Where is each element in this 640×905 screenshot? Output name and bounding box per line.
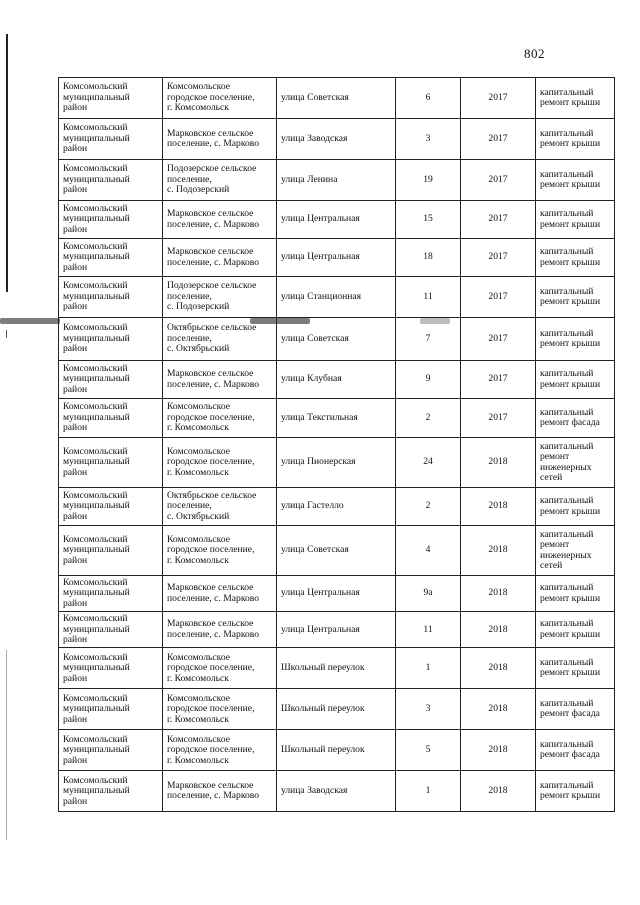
house-number-cell: 11 — [396, 277, 461, 318]
settlement-cell: Комсомольское городское поселение, г. Комсомольск — [163, 648, 277, 689]
street-cell: Школьный переулок — [277, 730, 396, 771]
district-cell: Комсомольский муниципальный район — [59, 526, 163, 576]
street-cell: Школьный переулок — [277, 648, 396, 689]
district-cell: Комсомольский муниципальный район — [59, 438, 163, 488]
year-cell: 2018 — [461, 438, 536, 488]
work-type-cell: капитальный ремонт крыши — [536, 771, 615, 812]
work-type-cell: капитальный ремонт крыши — [536, 361, 615, 399]
settlement-cell: Комсомольское городское поселение, г. Комсомольск — [163, 399, 277, 438]
work-type-cell: капитальный ремонт фасада — [536, 689, 615, 730]
year-cell: 2017 — [461, 78, 536, 119]
settlement-cell: Комсомольское городское поселение, г. Комсомольск — [163, 526, 277, 576]
house-number-cell: 24 — [396, 438, 461, 488]
house-number-cell: 3 — [396, 119, 461, 160]
work-type-cell: капитальный ремонт крыши — [536, 612, 615, 648]
year-cell: 2017 — [461, 277, 536, 318]
scan-margin-dash — [6, 330, 7, 338]
district-cell: Комсомольский муниципальный район — [59, 612, 163, 648]
house-number-cell: 7 — [396, 318, 461, 361]
house-number-cell: 1 — [396, 648, 461, 689]
year-cell: 2017 — [461, 318, 536, 361]
table-row — [59, 438, 615, 488]
settlement-cell: Марковское сельское поселение, с. Марково — [163, 576, 277, 612]
district-cell: Комсомольский муниципальный район — [59, 488, 163, 526]
year-cell: 2017 — [461, 239, 536, 277]
house-number-cell: 11 — [396, 612, 461, 648]
house-number-cell: 6 — [396, 78, 461, 119]
district-cell: Комсомольский муниципальный район — [59, 361, 163, 399]
table-row — [59, 576, 615, 612]
street-cell: улица Центральная — [277, 239, 396, 277]
house-number-cell: 18 — [396, 239, 461, 277]
street-cell: улица Советская — [277, 78, 396, 119]
settlement-cell: Марковское сельское поселение, с. Марково — [163, 239, 277, 277]
street-cell: улица Центральная — [277, 612, 396, 648]
work-type-cell: капитальный ремонт крыши — [536, 576, 615, 612]
settlement-cell: Комсомольское городское поселение, г. Комсомольск — [163, 78, 277, 119]
house-number-cell: 9а — [396, 576, 461, 612]
year-cell: 2018 — [461, 730, 536, 771]
scan-artifact — [0, 318, 60, 324]
house-number-cell: 1 — [396, 771, 461, 812]
table-row — [59, 277, 615, 318]
district-cell: Комсомольский муниципальный район — [59, 78, 163, 119]
street-cell: улица Пионерская — [277, 438, 396, 488]
street-cell: улица Советская — [277, 526, 396, 576]
street-cell: улица Советская — [277, 318, 396, 361]
page-number: 802 — [524, 46, 545, 61]
settlement-cell: Октябрьское сельское поселение, с. Октябрьский — [163, 488, 277, 526]
house-number-cell: 19 — [396, 160, 461, 201]
work-type-cell: капитальный ремонт крыши — [536, 648, 615, 689]
year-cell: 2018 — [461, 526, 536, 576]
year-cell: 2018 — [461, 488, 536, 526]
work-type-cell: капитальный ремонт крыши — [536, 318, 615, 361]
year-cell: 2017 — [461, 160, 536, 201]
table-row — [59, 399, 615, 438]
scan-margin-line — [6, 34, 8, 292]
work-type-cell: капитальный ремонт крыши — [536, 488, 615, 526]
year-cell: 2017 — [461, 201, 536, 239]
work-type-cell: капитальный ремонт фасада — [536, 730, 615, 771]
settlement-cell: Подозерское сельское поселение, с. Подозерский — [163, 160, 277, 201]
street-cell: улица Центральная — [277, 201, 396, 239]
work-type-cell: капитальный ремонт крыши — [536, 239, 615, 277]
settlement-cell: Марковское сельское поселение, с. Марково — [163, 612, 277, 648]
table-row — [59, 78, 615, 119]
district-cell: Комсомольский муниципальный район — [59, 201, 163, 239]
district-cell: Комсомольский муниципальный район — [59, 318, 163, 361]
year-cell: 2018 — [461, 689, 536, 730]
table-row — [59, 730, 615, 771]
table-row — [59, 612, 615, 648]
table-row — [59, 648, 615, 689]
table-row — [59, 526, 615, 576]
settlement-cell: Марковское сельское поселение, с. Марково — [163, 201, 277, 239]
street-cell: улица Гастелло — [277, 488, 396, 526]
street-cell: улица Клубная — [277, 361, 396, 399]
year-cell: 2018 — [461, 771, 536, 812]
table-row — [59, 201, 615, 239]
work-type-cell: капитальный ремонт инженерных сетей — [536, 526, 615, 576]
district-cell: Комсомольский муниципальный район — [59, 771, 163, 812]
house-number-cell: 4 — [396, 526, 461, 576]
district-cell: Комсомольский муниципальный район — [59, 648, 163, 689]
table-row — [59, 160, 615, 201]
year-cell: 2017 — [461, 399, 536, 438]
settlement-cell: Комсомольское городское поселение, г. Комсомольск — [163, 730, 277, 771]
year-cell: 2018 — [461, 612, 536, 648]
table-row — [59, 361, 615, 399]
settlement-cell: Марковское сельское поселение, с. Марково — [163, 361, 277, 399]
table-row — [59, 488, 615, 526]
settlement-cell: Октябрьское сельское поселение, с. Октябрьский — [163, 318, 277, 361]
district-cell: Комсомольский муниципальный район — [59, 730, 163, 771]
street-cell: улица Центральная — [277, 576, 396, 612]
settlement-cell: Подозерское сельское поселение, с. Подозерский — [163, 277, 277, 318]
district-cell: Комсомольский муниципальный район — [59, 399, 163, 438]
settlement-cell: Комсомольское городское поселение, г. Комсомольск — [163, 689, 277, 730]
settlement-cell: Комсомольское городское поселение, г. Комсомольск — [163, 438, 277, 488]
settlement-cell: Марковское сельское поселение, с. Марково — [163, 771, 277, 812]
work-type-cell: капитальный ремонт крыши — [536, 78, 615, 119]
street-cell: улица Ленина — [277, 160, 396, 201]
district-cell: Комсомольский муниципальный район — [59, 277, 163, 318]
work-type-cell: капитальный ремонт фасада — [536, 399, 615, 438]
street-cell: улица Станционная — [277, 277, 396, 318]
house-number-cell: 2 — [396, 399, 461, 438]
house-number-cell: 5 — [396, 730, 461, 771]
house-number-cell: 3 — [396, 689, 461, 730]
table-row — [59, 771, 615, 812]
district-cell: Комсомольский муниципальный район — [59, 689, 163, 730]
district-cell: Комсомольский муниципальный район — [59, 119, 163, 160]
district-cell: Комсомольский муниципальный район — [59, 160, 163, 201]
street-cell: улица Заводская — [277, 119, 396, 160]
table-row — [59, 318, 615, 361]
work-type-cell: капитальный ремонт крыши — [536, 201, 615, 239]
street-cell: улица Текстильная — [277, 399, 396, 438]
settlement-cell: Марковское сельское поселение, с. Марково — [163, 119, 277, 160]
year-cell: 2017 — [461, 361, 536, 399]
year-cell: 2017 — [461, 119, 536, 160]
street-cell: Школьный переулок — [277, 689, 396, 730]
year-cell: 2018 — [461, 648, 536, 689]
work-type-cell: капитальный ремонт инженерных сетей — [536, 438, 615, 488]
house-number-cell: 2 — [396, 488, 461, 526]
house-number-cell: 15 — [396, 201, 461, 239]
house-number-cell: 9 — [396, 361, 461, 399]
table-row — [59, 689, 615, 730]
table-row — [59, 239, 615, 277]
district-cell: Комсомольский муниципальный район — [59, 239, 163, 277]
year-cell: 2018 — [461, 576, 536, 612]
housing-repair-table — [58, 77, 615, 812]
work-type-cell: капитальный ремонт крыши — [536, 160, 615, 201]
district-cell: Комсомольский муниципальный район — [59, 576, 163, 612]
scan-margin-dash — [6, 650, 7, 840]
table-row — [59, 119, 615, 160]
street-cell: улица Заводская — [277, 771, 396, 812]
work-type-cell: капитальный ремонт крыши — [536, 119, 615, 160]
work-type-cell: капитальный ремонт крыши — [536, 277, 615, 318]
